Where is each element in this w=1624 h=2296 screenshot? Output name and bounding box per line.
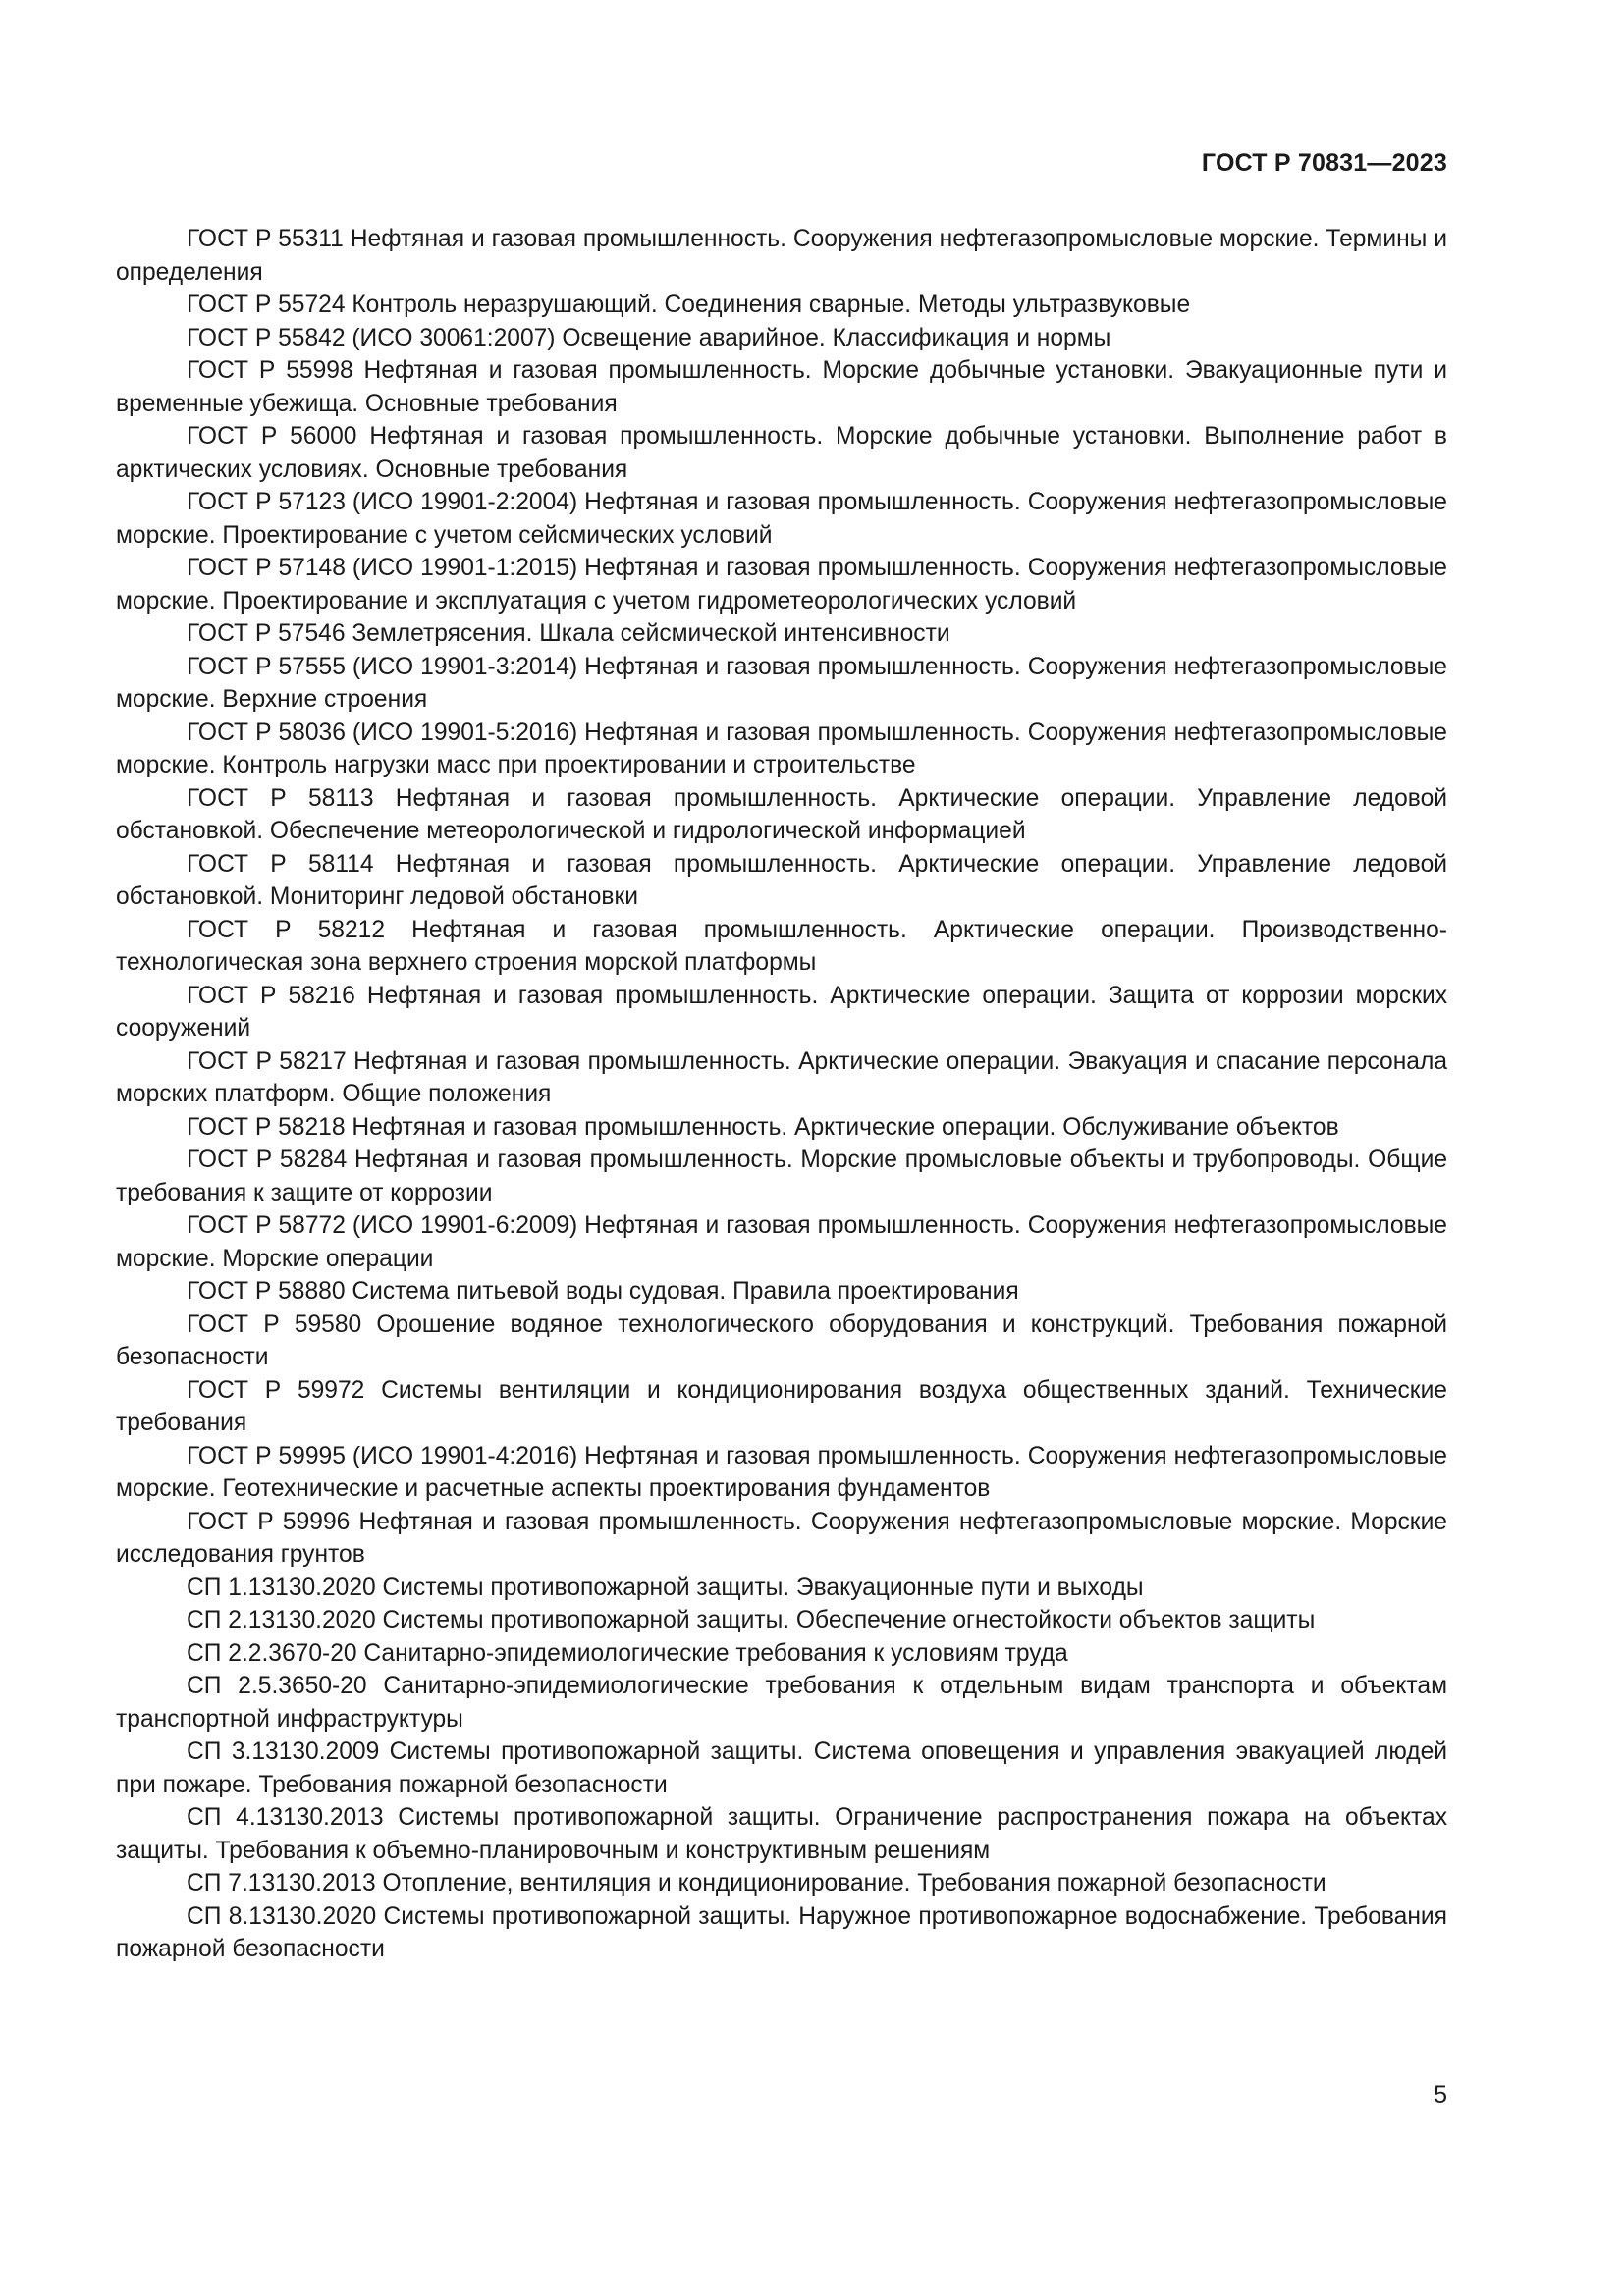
reference-entry: ГОСТ Р 57546 Землетрясения. Шкала сейсмической интенсивности <box>187 620 950 647</box>
reference-entry: ГОСТ Р 59996 Нефтяная и газовая промышленность. Сооружения нефтегазопромысловые морские. Морские исследования грунтов <box>116 1508 1447 1568</box>
reference-entry: ГОСТ Р 58218 Нефтяная и газовая промышленность. Арктические операции. Обслуживание объектов <box>187 1113 1339 1141</box>
reference-entry: СП 7.13130.2013 Отопление, вентиляция и кондиционирование. Требования пожарной безопасности <box>187 1870 1326 1896</box>
reference-entry: ГОСТ Р 58114 Нефтяная и газовая промышленность. Арктические операции. Управление ледовой обстановкой. Мониторинг ледовой обстановки <box>116 850 1447 910</box>
reference-entry: ГОСТ Р 58036 (ИСО 19901-5:2016) Нефтяная и газовая промышленность. Сооружения нефтегазопромысловые морские. Контроль нагрузки масс при проектировании и строительстве <box>116 719 1447 778</box>
reference-entry: ГОСТ Р 58216 Нефтяная и газовая промышленность. Арктические операции. Защита от коррозии морских сооружений <box>116 982 1447 1041</box>
reference-entry: ГОСТ Р 57123 (ИСО 19901-2:2004) Нефтяная и газовая промышленность. Сооружения нефтегазопромысловые морские. Проектирование с учетом сейсмических условий <box>116 489 1447 549</box>
reference-entry: СП 3.13130.2009 Системы противопожарной защиты. Система оповещения и управления эвакуацией людей при пожаре. Требования пожарной безопасности <box>116 1738 1447 1798</box>
reference-entry: ГОСТ Р 55724 Контроль неразрушающий. Соединения сварные. Методы ультразвуковые <box>187 292 1191 318</box>
page-number: 5 <box>1434 2081 1447 2109</box>
reference-entry: ГОСТ Р 58212 Нефтяная и газовая промышленность. Арктические операции. Производственно-технологическая зона верхнего строения морской платформы <box>116 916 1447 976</box>
reference-entry: ГОСТ Р 59580 Орошение водяное технологического оборудования и конструкций. Требования пожарной безопасности <box>116 1310 1447 1370</box>
reference-entry: ГОСТ Р 55998 Нефтяная и газовая промышленность. Морские добычные установки. Эвакуационные пути и временные убежища. Основные требования <box>116 357 1447 417</box>
reference-entry: СП 2.5.3650-20 Санитарно-эпидемиологические требования к отдельным видам транспорта и объектам транспортной инфраструктуры <box>116 1673 1447 1733</box>
reference-entry: ГОСТ Р 55842 (ИСО 30061:2007) Освещение аварийное. Классификация и нормы <box>187 324 1111 351</box>
reference-entry: СП 2.2.3670-20 Санитарно-эпидемиологические требования к условиям труда <box>187 1639 1068 1667</box>
reference-entry: СП 1.13130.2020 Системы противопожарной защиты. Эвакуационные пути и выходы <box>187 1574 1144 1601</box>
reference-entry: СП 4.13130.2013 Системы противопожарной защиты. Ограничение распространения пожара на объектах защиты. Требования к объемно-планировочным и конструктивным решениям <box>116 1804 1447 1864</box>
document-header: ГОСТ Р 70831—2023 <box>1201 149 1447 177</box>
reference-entry: ГОСТ Р 57555 (ИСО 19901-3:2014) Нефтяная и газовая промышленность. Сооружения нефтегазопромысловые морские. Верхние строения <box>116 653 1447 713</box>
reference-entry: СП 2.13130.2020 Системы противопожарной защиты. Обеспечение огнестойкости объектов защиты <box>187 1607 1316 1633</box>
reference-entry: ГОСТ Р 56000 Нефтяная и газовая промышленность. Морские добычные установки. Выполнение работ в арктических условиях. Основные требования <box>116 423 1447 483</box>
reference-entry: ГОСТ Р 59972 Системы вентиляции и кондиционирования воздуха общественных зданий. Технические требования <box>116 1376 1447 1436</box>
reference-entry: ГОСТ Р 57148 (ИСО 19901-1:2015) Нефтяная и газовая промышленность. Сооружения нефтегазопромысловые морские. Проектирование и эксплуатация с учетом гидрометеорологических условий <box>116 555 1447 614</box>
reference-entry: ГОСТ Р 58284 Нефтяная и газовая промышленность. Морские промысловые объекты и трубопроводы. Общие требования к защите от коррозии <box>116 1147 1447 1206</box>
reference-entry: СП 8.13130.2020 Системы противопожарной защиты. Наружное противопожарное водоснабжение. Требования пожарной безопасности <box>116 1902 1447 1962</box>
reference-entry: ГОСТ Р 58113 Нефтяная и газовая промышленность. Арктические операции. Управление ледовой обстановкой. Обеспечение метеорологической и гидрологической информацией <box>116 784 1447 844</box>
reference-entry: ГОСТ Р 59995 (ИСО 19901-4:2016) Нефтяная и газовая промышленность. Сооружения нефтегазопромысловые морские. Геотехнические и расчетные аспекты проектирования фундаментов <box>116 1442 1447 1502</box>
reference-entry: ГОСТ Р 58772 (ИСО 19901-6:2009) Нефтяная и газовая промышленность. Сооружения нефтегазопромысловые морские. Морские операции <box>116 1212 1447 1272</box>
reference-entry: ГОСТ Р 55311 Нефтяная и газовая промышленность. Сооружения нефтегазопромысловые морские. Термины и определения <box>116 226 1447 286</box>
reference-list <box>116 223 1447 1966</box>
reference-entry: ГОСТ Р 58217 Нефтяная и газовая промышленность. Арктические операции. Эвакуация и спасание персонала морских платформ. Общие положения <box>116 1047 1447 1107</box>
reference-entry: ГОСТ Р 58880 Система питьевой воды судовая. Правила проектирования <box>187 1278 1019 1305</box>
